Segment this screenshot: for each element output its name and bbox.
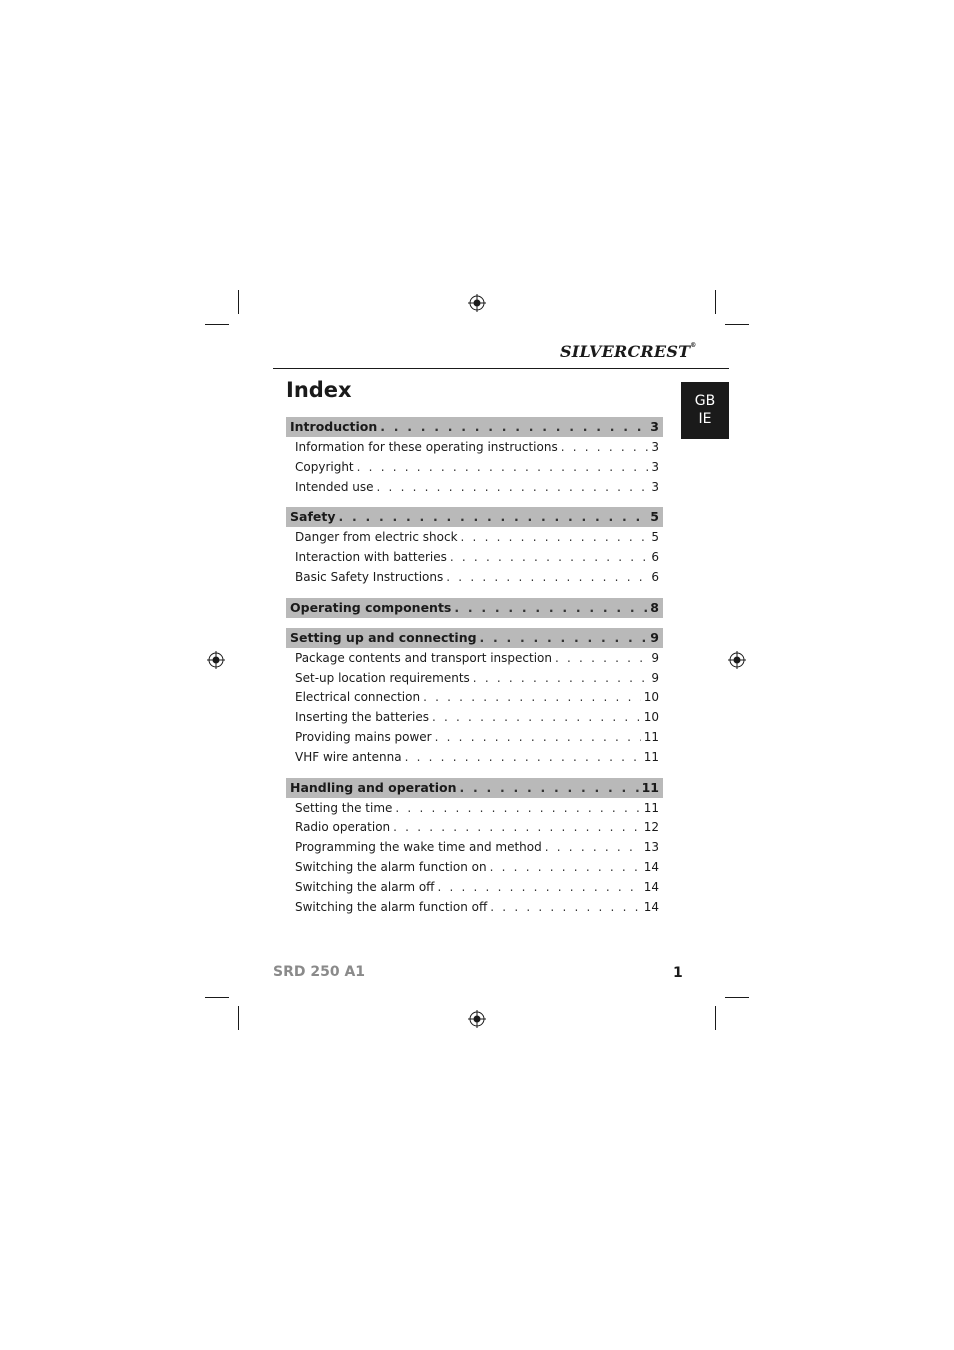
toc-entry[interactable]: [286, 649, 663, 669]
entry-page: 3: [651, 440, 659, 454]
leader-dots: [393, 818, 641, 838]
toc-section-introduction: [286, 417, 663, 497]
brand-name: SILVERCREST: [560, 342, 691, 361]
toc-entry[interactable]: [286, 878, 663, 898]
entry-page: 11: [643, 800, 659, 815]
entry-page: 6: [651, 550, 659, 565]
section-page: 9: [650, 629, 659, 645]
leader-dots: [490, 898, 640, 918]
registration-mark-icon: [207, 651, 225, 669]
toc-section-heading[interactable]: [286, 628, 663, 648]
toc-entry[interactable]: [286, 568, 663, 588]
leader-dots: [490, 858, 641, 878]
toc-section-handling: [286, 778, 663, 918]
section-title: Setting up and connecting: [290, 629, 477, 645]
leader-dots: [423, 688, 641, 708]
leader-dots: [395, 799, 640, 819]
entry-page: 11: [643, 749, 659, 764]
leader-dots: [473, 669, 649, 689]
entry-label: Basic Safety Instructions: [295, 569, 444, 584]
page-title: Index: [286, 378, 352, 402]
leader-dots: [338, 507, 647, 527]
entry-page: 14: [643, 899, 659, 914]
leader-dots: [446, 568, 648, 588]
crop-mark: [725, 324, 749, 325]
leader-dots: [405, 748, 641, 768]
leader-dots: [357, 458, 649, 478]
toc-entry[interactable]: [286, 838, 663, 858]
registration-mark-icon: [468, 1010, 486, 1028]
entry-page: 6: [651, 569, 659, 584]
entry-label: Electrical connection: [295, 690, 421, 705]
page-number: 1: [673, 965, 683, 981]
crop-mark: [205, 997, 229, 998]
section-page: 11: [641, 779, 659, 795]
toc-section-setting-up: [286, 628, 663, 768]
toc-entry[interactable]: [286, 528, 663, 548]
entry-label: Copyright: [295, 459, 354, 474]
toc-entry[interactable]: [286, 478, 663, 498]
leader-dots: [460, 778, 639, 798]
table-of-contents: [286, 417, 663, 927]
toc-section-safety: [286, 507, 663, 587]
leader-dots: [555, 649, 648, 669]
entry-page: 11: [643, 729, 659, 744]
entry-label: VHF wire antenna: [295, 749, 402, 764]
section-title: Introduction: [290, 419, 378, 434]
crop-mark: [238, 290, 239, 314]
leader-dots: [450, 548, 649, 568]
language-tab: [681, 382, 729, 439]
section-page: 5: [650, 509, 659, 525]
toc-section-heading[interactable]: [286, 507, 663, 527]
entry-label: Intended use: [295, 479, 374, 494]
leader-dots: [561, 438, 649, 458]
entry-page: 10: [643, 690, 659, 705]
crop-mark: [725, 997, 749, 998]
entry-label: Switching the alarm function off: [295, 899, 488, 914]
section-title: Safety: [290, 509, 336, 525]
entry-label: Inserting the batteries: [295, 710, 429, 725]
entry-label: Danger from electric shock: [295, 530, 458, 545]
section-title: Handling and operation: [290, 779, 457, 795]
toc-entry[interactable]: [286, 669, 663, 689]
leader-dots: [435, 728, 641, 748]
toc-entry[interactable]: [286, 458, 663, 478]
entry-label: Switching the alarm function on: [295, 859, 487, 874]
entry-label: Switching the alarm off: [295, 879, 435, 894]
toc-entry[interactable]: [286, 818, 663, 838]
crop-mark: [238, 1006, 239, 1030]
entry-page: 9: [651, 670, 659, 685]
entry-page: 14: [643, 879, 659, 894]
crop-mark: [715, 290, 716, 314]
toc-entry[interactable]: [286, 728, 663, 748]
header-rule: [273, 368, 729, 369]
entry-page: 3: [651, 479, 659, 494]
crop-mark: [715, 1006, 716, 1030]
entry-label: Information for these operating instructions: [295, 440, 558, 454]
crop-mark: [205, 324, 229, 325]
toc-section-heading[interactable]: [286, 598, 663, 618]
toc-section-operating-components: [286, 598, 663, 618]
toc-entry[interactable]: [286, 548, 663, 568]
entry-label: Set-up location requirements: [295, 670, 470, 685]
brand-logo: [560, 342, 696, 361]
leader-dots: [461, 528, 649, 548]
model-number: SRD 250 A1: [273, 964, 366, 980]
entry-page: 9: [651, 650, 659, 665]
language-code: IE: [698, 411, 712, 427]
toc-entry[interactable]: [286, 708, 663, 728]
leader-dots: [437, 878, 640, 898]
registration-mark-icon: [468, 294, 486, 312]
leader-dots: [454, 598, 647, 618]
entry-page: 12: [643, 820, 659, 835]
section-title: Operating components: [290, 599, 452, 615]
toc-entry[interactable]: [286, 688, 663, 708]
language-code: GB: [694, 393, 716, 409]
toc-entry[interactable]: [286, 858, 663, 878]
toc-entry[interactable]: [286, 799, 663, 819]
section-page: 3: [650, 419, 659, 434]
entry-label: Providing mains power: [295, 729, 432, 744]
registration-mark-icon: [728, 651, 746, 669]
leader-dots: [380, 417, 647, 437]
leader-dots: [480, 628, 648, 648]
toc-entry[interactable]: [286, 748, 663, 768]
entry-label: Interaction with batteries: [295, 550, 447, 565]
leader-dots: [432, 708, 641, 728]
section-page: 8: [650, 599, 659, 615]
toc-entry[interactable]: [286, 438, 663, 458]
toc-section-heading[interactable]: [286, 417, 663, 437]
entry-page: 14: [643, 859, 659, 874]
entry-page: 13: [643, 840, 659, 855]
entry-page: 5: [651, 530, 659, 545]
entry-label: Programming the wake time and method: [295, 840, 542, 855]
entry-label: Package contents and transport inspection: [295, 650, 552, 665]
entry-label: Setting the time: [295, 800, 393, 815]
registered-mark: ®: [690, 342, 697, 349]
entry-page: 10: [643, 710, 659, 725]
toc-entry[interactable]: [286, 898, 663, 918]
leader-dots: [377, 478, 649, 498]
entry-page: 3: [651, 459, 659, 474]
entry-label: Radio operation: [295, 820, 391, 835]
leader-dots: [545, 838, 641, 858]
toc-section-heading[interactable]: [286, 778, 663, 798]
